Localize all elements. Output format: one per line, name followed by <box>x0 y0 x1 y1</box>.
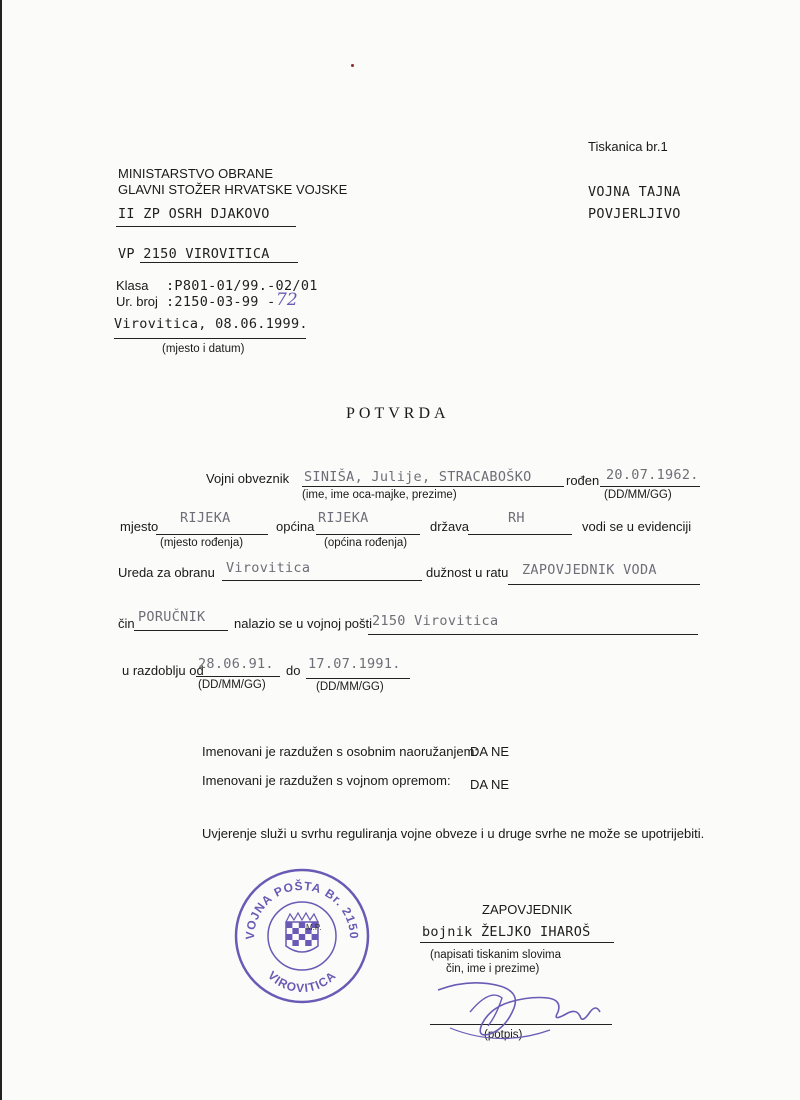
coat-of-arms-icon <box>286 913 318 952</box>
document-title: POTVRDA <box>346 405 450 422</box>
equipment-statement: Imenovani je razdužen s vojnom opremom: <box>202 773 451 788</box>
urbroj-label: Ur. broj <box>116 294 158 309</box>
municipality-caption: (općina rođenja) <box>324 537 408 549</box>
klasa-value: :P801-01/99.-02/01 <box>166 278 318 294</box>
period-to-underline <box>306 678 410 679</box>
period-from-caption: (DD/MM/GG) <box>198 679 266 691</box>
official-stamp <box>232 866 372 1006</box>
classification-secret: VOJNA TAJNA <box>588 184 681 200</box>
born-caption: (DD/MM/GG) <box>604 489 672 501</box>
duty-underline <box>508 584 700 585</box>
conscript-caption: (ime, ime oca-majke, prezime) <box>302 489 457 501</box>
office-underline <box>222 580 422 581</box>
state-underline <box>468 534 572 535</box>
urbroj-value: :2150-03-99 - <box>166 294 276 310</box>
zone-underline <box>116 226 296 227</box>
signature-name-underline <box>420 942 614 943</box>
military-post-underline <box>140 262 298 263</box>
signature-caption: (potpis) <box>484 1029 523 1041</box>
register-text: vodi se u evidenciji <box>582 519 692 534</box>
conscript-underline <box>302 486 564 487</box>
period-from-underline <box>196 676 280 677</box>
duty-value: ZAPOVJEDNIK VODA <box>522 562 657 578</box>
period-to-value: 17.07.1991. <box>308 656 401 672</box>
svg-text:VIROVITICA: VIROVITICA <box>264 968 340 996</box>
rank-underline <box>134 630 228 631</box>
classification-confidential: POVJERLJIVO <box>588 206 681 222</box>
signature-name: bojnik ŽELJKO IHAROŠ <box>422 924 591 940</box>
place-underline <box>156 534 268 535</box>
urbroj-handwritten: 72 <box>276 290 298 310</box>
post-underline <box>368 634 698 635</box>
born-label: rođen <box>566 473 600 488</box>
handwritten-signature <box>430 968 610 1058</box>
equipment-options: DA NE <box>470 777 510 792</box>
rank-value: PORUČNIK <box>138 609 206 625</box>
signature-role: ZAPOVJEDNIK <box>482 902 573 917</box>
signature-caption-2: čin, ime i prezime) <box>446 963 540 975</box>
state-value: RH <box>508 510 525 526</box>
municipality-value: RIJEKA <box>318 510 369 526</box>
period-from-value: 28.06.91. <box>198 656 274 672</box>
period-to-label: do <box>286 663 301 678</box>
conscript-value: SINIŠA, Julije, STRACABOŠKO <box>304 469 532 485</box>
signature-caption-1: (napisati tiskanim slovima <box>430 949 562 961</box>
zone-name: II ZP OSRH DJAKOVO <box>118 206 270 222</box>
office-label: Ureda za obranu <box>118 565 215 580</box>
conscript-label: Vojni obveznik <box>206 471 290 486</box>
period-label: u razdoblju od <box>122 663 204 678</box>
duty-label: dužnost u ratu <box>426 565 509 580</box>
state-label: država <box>430 519 470 534</box>
svg-text:VOJNA POŠTA Br. 2150: VOJNA POŠTA Br. 2150 <box>242 878 362 940</box>
weapons-statement: Imenovani je razdužen s osobnim naoružanjem: <box>202 744 479 759</box>
place-date-underline <box>114 338 306 339</box>
purpose-statement: Uvjerenje služi u svrhu reguliranja vojne obveze i u druge svrhe ne može se upotrijebiti. <box>202 826 705 841</box>
place-caption: (mjesto rođenja) <box>160 537 244 549</box>
ink-spot <box>351 64 354 67</box>
municipality-underline <box>316 534 420 535</box>
place-label: mjesto <box>120 519 159 534</box>
form-number: Tiskanica br.1 <box>588 139 668 154</box>
office-value: Virovitica <box>226 560 311 576</box>
place-date: Virovitica, 08.06.1999. <box>114 316 308 332</box>
ministry-name: MINISTARSTVO OBRANE <box>118 166 274 181</box>
weapons-options: DA NE <box>470 744 510 759</box>
post-value: 2150 Virovitica <box>372 613 499 629</box>
scan-edge <box>0 0 2 1100</box>
born-value: 20.07.1962. <box>606 467 699 483</box>
period-to-caption: (DD/MM/GG) <box>316 681 384 693</box>
post-label: nalazio se u vojnoj pošti <box>234 616 373 631</box>
municipality-label: općina <box>276 519 315 534</box>
staff-name: GLAVNI STOŽER HRVATSKE VOJSKE <box>118 182 348 197</box>
born-underline <box>600 486 700 487</box>
place-value: RIJEKA <box>180 510 231 526</box>
klasa-label: Klasa <box>116 278 149 293</box>
place-date-caption: (mjesto i datum) <box>162 343 245 355</box>
military-post: VP 2150 VIROVITICA <box>118 246 270 262</box>
svg-text:M.P.: M.P. <box>306 923 322 932</box>
rank-label: čin <box>118 616 135 631</box>
